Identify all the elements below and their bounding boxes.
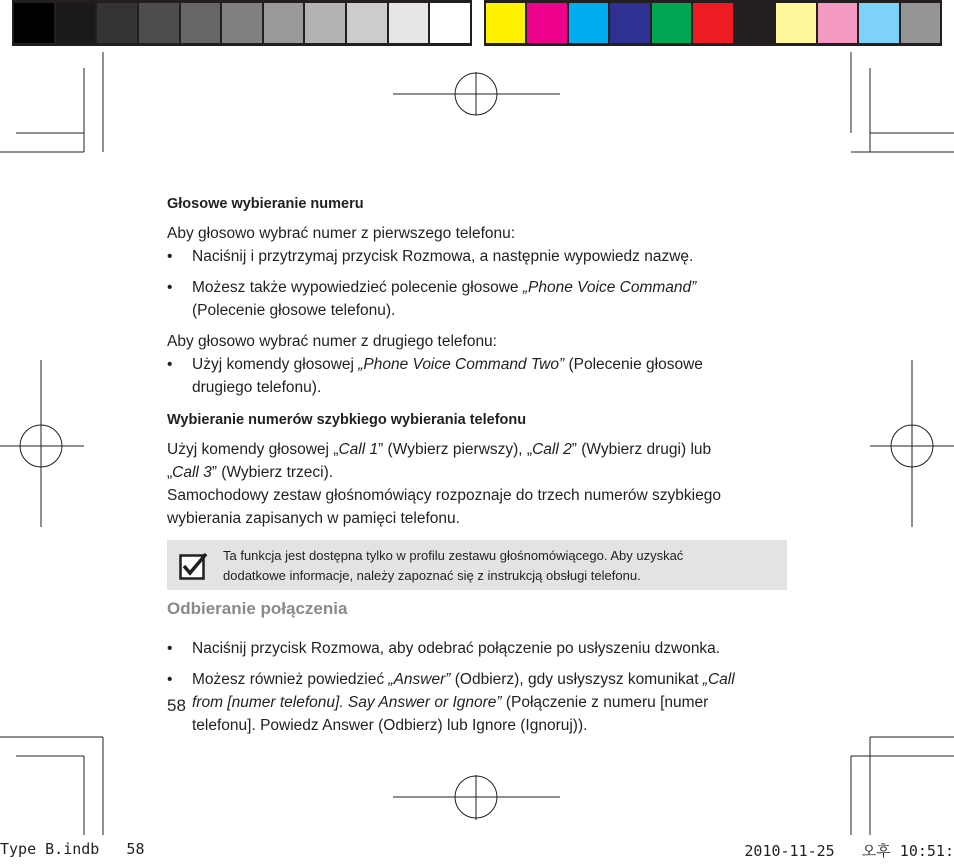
call-prompt-cont: from [numer telefonu]. Say Answer or Ignore” — [192, 694, 502, 711]
bullet-text-end: telefonu]. Powiedz Answer (Odbierz) lub Ignore (Ignoruj)). — [192, 717, 588, 734]
bullet-emphasis: „Phone Voice Command Two” — [358, 356, 565, 373]
page-content — [167, 193, 787, 737]
text-run: „ — [167, 464, 173, 481]
answer-call-title: Odbieranie połączenia — [167, 599, 348, 618]
text-run: ” (Wybierz pierwszy), „ — [378, 441, 533, 458]
second-phone-intro: Aby głosowo wybrać numer z drugiego telefonu: — [167, 333, 497, 350]
footer-timestamp: 2010-11-25 오후 10:51: — [744, 842, 954, 860]
note-box — [167, 540, 787, 590]
bullet-text-cont: drugiego telefonu). — [192, 379, 322, 396]
bullet-marker: • — [167, 248, 173, 265]
bullet-text-cont: (Połączenie z numeru [numer — [501, 694, 709, 711]
bullet-press-hold — [167, 245, 787, 268]
bullet-text: Naciśnij i przytrzymaj przycisk Rozmowa, a następnie wypowiedz nazwę. — [192, 248, 694, 265]
speed-dial-description — [167, 484, 787, 530]
footer-file-info: Type B.indb 58 — [0, 840, 145, 858]
bullet-press-to-answer — [167, 637, 787, 660]
bullet-phone-voice-command-two — [167, 353, 787, 399]
call-prompt-start: „Call — [702, 671, 735, 688]
bullet-emphasis: „Phone Voice Command” — [522, 279, 697, 296]
text-run: ” (Wybierz trzeci). — [211, 464, 334, 481]
text-run: Samochodowy zestaw głośnomówiący rozpoznaje do trzech numerów szybkiego — [167, 487, 721, 504]
call-1-command: Call 1 — [338, 441, 379, 458]
bullet-say-answer — [167, 668, 787, 737]
speed-dial-heading: Wybieranie numerów szybkiego wybierania telefonu — [167, 412, 527, 428]
text-run: Użyj komendy głosowej „ — [167, 441, 339, 458]
speed-dial-instructions — [167, 438, 787, 484]
bullet-text: Możesz również powiedzieć — [192, 671, 389, 688]
bullet-text-cont: (Polecenie głosowe telefonu). — [192, 302, 396, 319]
bullet-marker: • — [167, 279, 173, 296]
bullet-text-post: (Polecenie głosowe — [564, 356, 703, 373]
answer-command: „Answer” — [388, 671, 451, 688]
bullet-marker: • — [167, 671, 173, 688]
bullet-text: Możesz także wypowiedzieć polecenie głosowe — [192, 279, 523, 296]
call-3-command: Call 3 — [172, 464, 212, 481]
note-text-line2: dodatkowe informacje, należy zapoznać się z instrukcją obsługi telefonu. — [223, 568, 641, 583]
first-phone-intro: Aby głosowo wybrać numer z pierwszego telefonu: — [167, 225, 516, 242]
bullet-marker: • — [167, 640, 173, 657]
text-run: ” (Wybierz drugi) lub — [571, 441, 712, 458]
voice-dialing-heading: Głosowe wybieranie numeru — [167, 196, 364, 212]
checkbox-note-icon — [179, 552, 209, 580]
bullet-text-mid: (Odbierz), gdy usłyszysz komunikat — [450, 671, 703, 688]
note-text-line1: Ta funkcja jest dostępna tylko w profilu zestawu głośnomówiącego. Aby uzyskać — [223, 548, 684, 563]
bullet-text: Użyj komendy głosowej — [192, 356, 359, 373]
call-2-command: Call 2 — [532, 441, 572, 458]
bullet-phone-voice-command — [167, 276, 787, 322]
bullet-text: Naciśnij przycisk Rozmowa, aby odebrać połączenie po usłyszeniu dzwonka. — [192, 640, 721, 657]
text-run: wybierania zapisanych w pamięci telefonu. — [167, 510, 460, 527]
page-number: 58 — [167, 696, 186, 715]
bullet-marker: • — [167, 356, 173, 373]
